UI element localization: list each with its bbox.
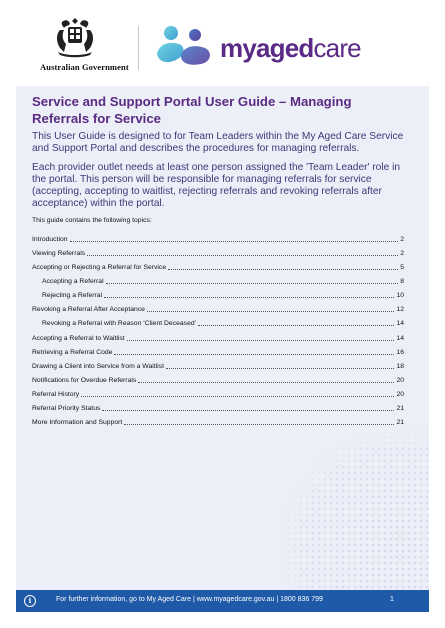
brand-care: care (313, 33, 361, 63)
table-of-contents (32, 230, 404, 427)
toc-entry[interactable] (32, 286, 404, 300)
decorative-dots-pattern (268, 416, 429, 590)
toc-leader (198, 325, 394, 326)
toc-entry-label: Referral History (32, 390, 80, 398)
toc-entry-page: 21 (396, 419, 404, 427)
government-name: Australian Government (40, 62, 129, 72)
toc-entry-label: Rejecting a Referral (42, 292, 103, 300)
toc-entry-label: Accepting a Referral (42, 278, 104, 286)
toc-entry-page: 14 (396, 320, 404, 328)
toc-entry-page: 8 (400, 278, 404, 286)
toc-entry-page: 5 (400, 264, 404, 272)
toc-entry-label: Viewing Referrals (32, 249, 86, 257)
toc-entry[interactable] (32, 357, 404, 371)
toc-leader (70, 241, 399, 242)
toc-entry-label: Revoking a Referral After Acceptance (32, 306, 145, 314)
brand-my: myaged (220, 33, 314, 63)
toc-entry-page: 20 (396, 376, 404, 384)
toc-leader (168, 269, 398, 270)
toc-entry-page: 12 (396, 306, 404, 314)
toc-entry-page: 16 (396, 348, 404, 356)
toc-entry-page: 2 (400, 249, 404, 257)
toc-leader (138, 382, 394, 383)
toc-entry[interactable] (32, 272, 404, 286)
toc-entry[interactable] (32, 413, 404, 427)
toc-entry[interactable] (32, 300, 404, 314)
toc-entry-page: 2 (400, 235, 404, 243)
topics-heading: This guide contains the following topics: (32, 216, 152, 224)
toc-entry-label: Accepting a Referral to Waitlist (32, 334, 125, 342)
toc-entry-label: Drawing a Client into Service from a Waitlist (32, 362, 164, 370)
toc-entry-label: Referral Priority Status (32, 405, 101, 412)
toc-entry[interactable] (32, 385, 404, 399)
page-header (0, 0, 445, 84)
coat-of-arms-icon (52, 18, 98, 58)
toc-leader (104, 297, 394, 298)
toc-leader (87, 255, 398, 256)
toc-entry-label: Revoking a Referral with Reason ‘Client Deceased’ (42, 320, 197, 328)
intro-paragraph-1: This User Guide is designed to for Team Leaders within the My Aged Care Service and Support Portal and describes the procedures for managing referrals. (32, 131, 404, 155)
my-aged-care-logo-icon (155, 24, 217, 68)
toc-entry-page: 20 (396, 390, 404, 398)
toc-entry[interactable] (32, 258, 404, 272)
toc-leader (147, 311, 394, 312)
toc-entry[interactable] (32, 230, 404, 244)
toc-leader (124, 424, 394, 425)
toc-entry-label: Notifications for Overdue Referrals (32, 376, 137, 384)
toc-entry[interactable] (32, 399, 404, 413)
toc-leader (102, 410, 394, 411)
page-number: 1 (390, 596, 394, 603)
document-content (32, 94, 404, 427)
toc-leader (166, 368, 394, 369)
footer-contact-text: For further information, go to My Aged Care | www.myagedcare.gov.au | 1800 836 799 (56, 596, 323, 603)
toc-leader (106, 283, 399, 284)
intro-paragraph-2: Each provider outlet needs at least one person assigned the 'Team Leader' role in the portal. This person will be responsible for managing referrals for service (accepting, accepting to waitlist, rejecting referrals and revoking referrals after acceptance) within the portal. (32, 161, 401, 210)
my-aged-care-wordmark (220, 33, 361, 63)
toc-leader (81, 396, 394, 397)
toc-leader (127, 340, 395, 341)
info-icon: i (24, 595, 36, 607)
toc-entry[interactable] (32, 328, 404, 342)
toc-entry-label: Accepting or Rejecting a Referral for Service (32, 264, 167, 272)
header-divider (138, 26, 139, 70)
toc-entry[interactable] (32, 244, 404, 258)
page-footer (16, 590, 429, 612)
toc-entry-page: 18 (396, 362, 404, 370)
toc-entry[interactable] (32, 371, 404, 385)
toc-entry-label: Introduction (32, 235, 68, 243)
document-title: Service and Support Portal User Guide – Managing Referrals for Service (32, 94, 352, 126)
toc-entry-page: 10 (396, 292, 404, 300)
toc-entry[interactable] (32, 314, 404, 328)
toc-entry[interactable] (32, 343, 404, 357)
toc-entry-label: Retrieving a Referral Code (32, 348, 113, 356)
toc-entry-page: 21 (396, 405, 404, 412)
toc-entry-label: More Information and Support (32, 419, 123, 427)
toc-entry-page: 14 (396, 334, 404, 342)
toc-leader (114, 354, 394, 355)
